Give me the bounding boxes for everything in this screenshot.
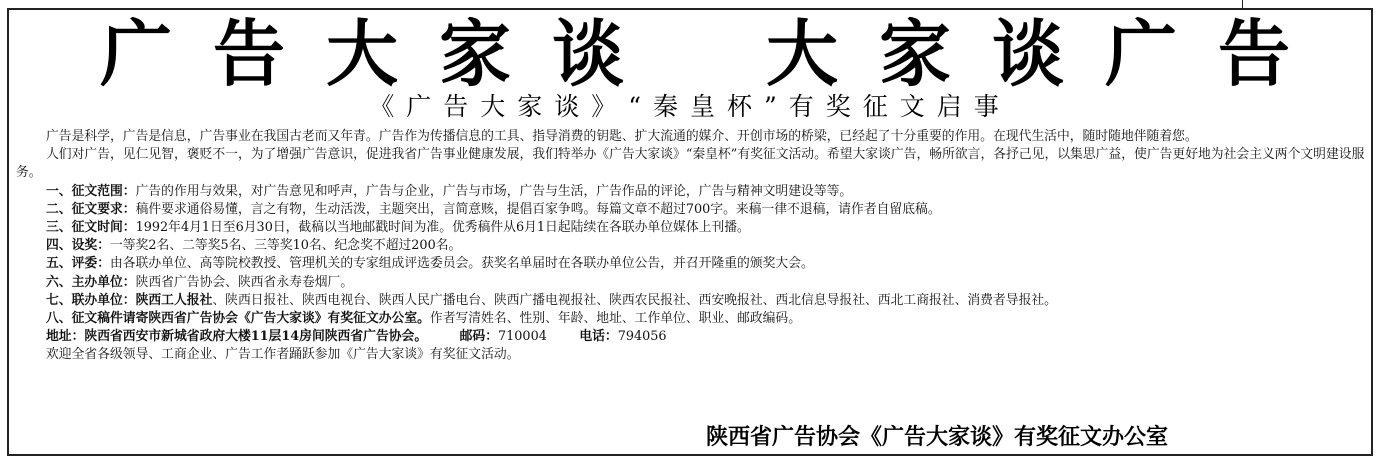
intro-paragraph: 广告是科学，广告是信息，广告事业在我国古老而又年青。广告作为传播信息的工具、指导消费的钥匙、扩大流通的媒介、开创市场的桥梁，已经起了十分重要的作用。在现代生活中，随时随地伴随着您。 bbox=[46, 129, 1198, 144]
subheadline: 《广告大家谈》“秦皇杯”有奖征文启事 bbox=[369, 92, 1011, 121]
headline-char: 谈 bbox=[552, 12, 625, 96]
headline-char: 告 bbox=[213, 12, 286, 96]
postcode bbox=[460, 329, 547, 344]
rule-text: 广告的作用与效果，对广告意见和呼声，广告与企业，广告与市场，广告与生活，广告作品的评论，广告与精神文明建设等等。 bbox=[135, 183, 853, 199]
rule-label: 二、征文要求： bbox=[46, 201, 136, 217]
notice-body bbox=[16, 128, 1366, 365]
signature: 陕西省广告协会《广告大家谈》有奖征文办公室 bbox=[706, 425, 1169, 450]
phone-label: 电话： bbox=[579, 329, 618, 345]
rule-text-bold: 陕西工人报社 bbox=[135, 292, 213, 308]
rule-item bbox=[16, 274, 1366, 292]
phone-value: 794056 bbox=[617, 329, 667, 345]
rule-item bbox=[16, 183, 1366, 201]
headline-char: 家 bbox=[439, 12, 512, 96]
crop-mark bbox=[1242, 0, 1243, 10]
rule-text: 一等奖2名、二等奖5名、三等奖10名、纪念奖不超过200名。 bbox=[109, 238, 462, 254]
rule-label: 五、评委： bbox=[46, 256, 110, 272]
rule-text: 1992年4月1日至6月30日，截稿以当地邮戳时间为准。优秀稿件从6月1日起陆续在各联办单位媒体上刊播。 bbox=[135, 220, 750, 236]
address-label: 地址： bbox=[46, 329, 85, 345]
contact-line bbox=[16, 328, 1366, 346]
rule-text: 作者写清姓名、性别、年龄、地址、工作单位、职业、邮政编码。 bbox=[429, 311, 802, 327]
rule-text: 由各联办单位、高等院校教授、管理机关的专家组成评选委员会。获奖名单届时在各联办单位公告，并召开隆重的颁奖大会。 bbox=[109, 256, 814, 272]
rule-label: 七、联办单位： bbox=[46, 292, 136, 308]
closing-line: 欢迎全省各级领导、工商企业、广告工作者踊跃参加《广告大家谈》有奖征文活动。 bbox=[46, 347, 520, 363]
intro-paragraph: 人们对广告，见仁见智，褒贬不一，为了增强广告意识，促进我省广告事业健康发展，我们特举办《广告大家谈》“秦皇杯”有奖征文活动。希望大家谈广告，畅所欲言，各抒己见，以集思广益，使广告更好地为社会主义两个文明建设服务。 bbox=[16, 147, 1365, 181]
headline-char: 家 bbox=[878, 12, 951, 96]
headline-char: 大 bbox=[765, 12, 838, 96]
postcode-value: 710004 bbox=[498, 329, 547, 345]
rule-label: 三、征文时间： bbox=[46, 220, 136, 236]
phone bbox=[579, 329, 666, 344]
rule-item bbox=[16, 219, 1366, 237]
rule-item bbox=[16, 292, 1366, 310]
headline-char: 谈 bbox=[991, 12, 1064, 96]
rule-label: 六、主办单位： bbox=[46, 274, 136, 290]
rule-text: 陕西省广告协会、陕西省永寿卷烟厂。 bbox=[135, 274, 354, 290]
address bbox=[46, 329, 427, 344]
rule-label: 四、设奖： bbox=[46, 238, 110, 254]
headline-char: 大 bbox=[326, 12, 399, 96]
rule-item bbox=[16, 201, 1366, 219]
rule-text: 稿件要求通俗易懂，言之有物，生动活泼，主题突出，言简意赅，提倡百家争鸣。每篇文章不超过700字。来稿一律不退稿，请作者自留底稿。 bbox=[135, 201, 941, 217]
headline-char: 告 bbox=[1217, 12, 1290, 96]
rule-item bbox=[16, 310, 1366, 328]
postcode-label: 邮码： bbox=[459, 329, 498, 345]
rule-item bbox=[16, 255, 1366, 273]
headline-char: 广 bbox=[100, 12, 173, 96]
rule-label: 八、征文稿件请寄陕西省广告协会《广告大家谈》有奖征文办公室。 bbox=[46, 311, 430, 327]
rule-item bbox=[16, 237, 1366, 255]
rule-text: 、陕西日报社、陕西电视台、陕西人民广播电台、陕西广播电视报社、陕西农民报社、西安晚报社、西北信息导报社、西北工商报社、消费者导报社。 bbox=[212, 292, 1057, 308]
headline-char: 广 bbox=[1104, 12, 1177, 96]
headline bbox=[100, 12, 1290, 96]
address-value: 陕西省西安市新城省政府大楼11层14房间陕西省广告协会。 bbox=[84, 329, 428, 345]
rule-label: 一、征文范围： bbox=[46, 183, 136, 199]
